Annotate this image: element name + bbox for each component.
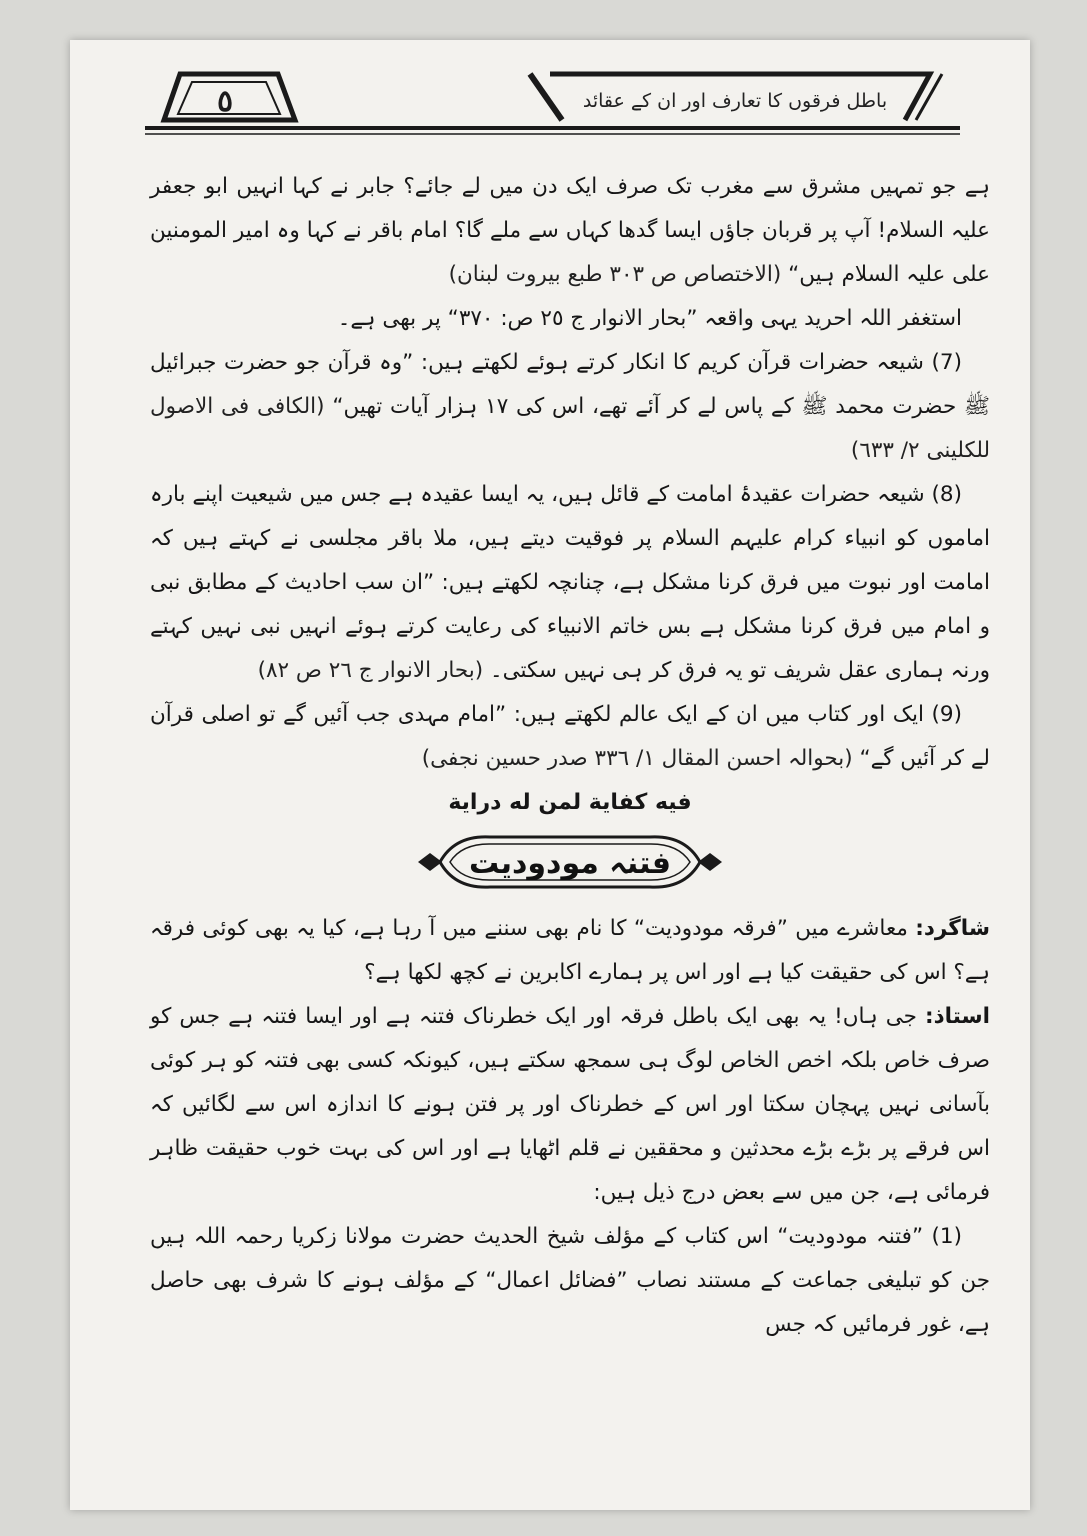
paragraph: [150, 473, 990, 693]
arabic-motto: فيه كفاية لمن له دراية: [448, 790, 692, 815]
speaker-label: استاذ:: [925, 1004, 990, 1029]
paragraph-text: (8) شیعہ حضرات عقیدۂ امامت کے قائل ہیں، یہ ایسا عقیدہ ہے جس میں شیعیت اپنے بارہ اماموں کو انبیاء کرام علیہم السلام پر فوقیت دیتے ہیں، ملا باقر مجلسی نے کہتے ہیں کہ امامت اور نبوت میں فرق کرنا مشکل ہے، چنانچہ لکھتے ہیں: ”ان سب احادیث کے مطابق نبی و امام میں فرق کرنا مشکل ہے بس خاتم الانبیاء کی رعایت کرتے ہوئے انہیں نبی نہیں کہتے ورنہ ہماری عقل شریف تو یہ فرق کر ہی نہیں سکتی۔: [149, 482, 990, 683]
speaker-label: شاگرد:: [915, 916, 990, 941]
running-title: باطل فرقوں کا تعارف اور ان کے عقائد: [582, 90, 888, 112]
citation: (بحار الانوار ج ٢٦ ص ٨٢): [257, 658, 484, 683]
dialogue-text: جی ہاں! یہ بھی ایک باطل فرقہ اور ایک خطرناک فتنہ ہے اور ایسا فتنہ ہے جس کو صرف خاص بلکہ اخص الخاص لوگ ہی سمجھ سکتے ہیں، کیونکہ کسی بھی فتنہ کو ہر کوئی بآسانی نہیں پہچان سکتا اور اس کے خطرناک اور پر فتن ہونے کا اندازہ اس سے لگائیں کہ اس فرقے پر بڑے بڑے محدثین و محققین نے قلم اٹھایا ہے اور اس کی بہت خوب حقیقت ظاہر فرمائی ہے، جن میں سے بعض درج ذیل ہیں:: [150, 1004, 990, 1205]
page-number: ٥: [216, 84, 234, 119]
paragraph-text: استغفر اللہ احرید یہی واقعہ ”بحار الانوار ج ٢٥ ص: ٣٧٠“ پر بھی ہے۔: [337, 306, 962, 331]
paragraph-text: (9) ایک اور کتاب میں ان کے ایک عالم لکھتے ہیں: ”امام مہدی جب آئیں گے تو اصلی قرآن لے کر آئیں گے“: [150, 702, 990, 771]
dialogue-line: [150, 1215, 990, 1347]
paragraph: [150, 693, 990, 781]
dialogue-text: معاشرے میں ”فرقہ مودودیت“ کا نام بھی سننے میں آ رہا ہے، کیا یہ بھی کوئی فرقہ ہے؟ اس کی حقیقت کیا ہے اور اس پر ہمارے اکابرین نے کچھ لکھا ہے؟: [150, 916, 990, 985]
citation: (الکافی فی الاصول للکلینی ٢/ ٦٣٣): [150, 394, 990, 463]
paragraph-text: ہے جو تمہیں مشرق سے مغرب تک صرف ایک دن میں لے جائے؟ جابر نے کہا انہیں ابو جعفر علیہ السلام! آپ پر قربان جاؤں ایسا گدھا کہاں سے ملے گا؟ امام باقر نے کہا وہ امیر المومنین علی علیہ السلام ہیں“: [150, 174, 990, 287]
citation: (الاختصاص ص ٣٠٣ طبع بیروت لبنان): [448, 262, 782, 287]
paragraph-text: (7) شیعہ حضرات قرآن کریم کا انکار کرتے ہوئے لکھتے ہیں: ”وہ قرآن جو حضرت جبرائیل ﷺ حضرت محمد ﷺ کے پاس لے کر آئے تھے، اس کی ١٧ ہزار آیات تھیں“: [150, 350, 990, 419]
dialogue-line: [150, 907, 990, 995]
dialogue-line: [150, 995, 990, 1215]
page-body: [150, 165, 990, 1505]
section-heading-frame: [410, 831, 730, 893]
paragraph: [150, 297, 990, 341]
section-heading: فتنہ مودودیت: [468, 846, 671, 881]
book-page: [70, 40, 1030, 1510]
page-header: [70, 40, 1030, 150]
paragraph: [150, 165, 990, 297]
citation: (بحوالہ احسن المقال ١/ ٣٣٦ صدر حسین نجفی): [421, 746, 853, 771]
paragraph: [150, 341, 990, 473]
dialogue-text: (1) ”فتنہ مودودیت“ اس کتاب کے مؤلف شیخ الحدیث حضرت مولانا زکریا رحمہ اللہ ہیں جن کو تبلیغی جماعت کے مستند نصاب ”فضائل اعمال“ کے مؤلف ہونے کا شرف بھی حاصل ہے، غور فرمائیں کہ جس: [150, 1224, 990, 1337]
